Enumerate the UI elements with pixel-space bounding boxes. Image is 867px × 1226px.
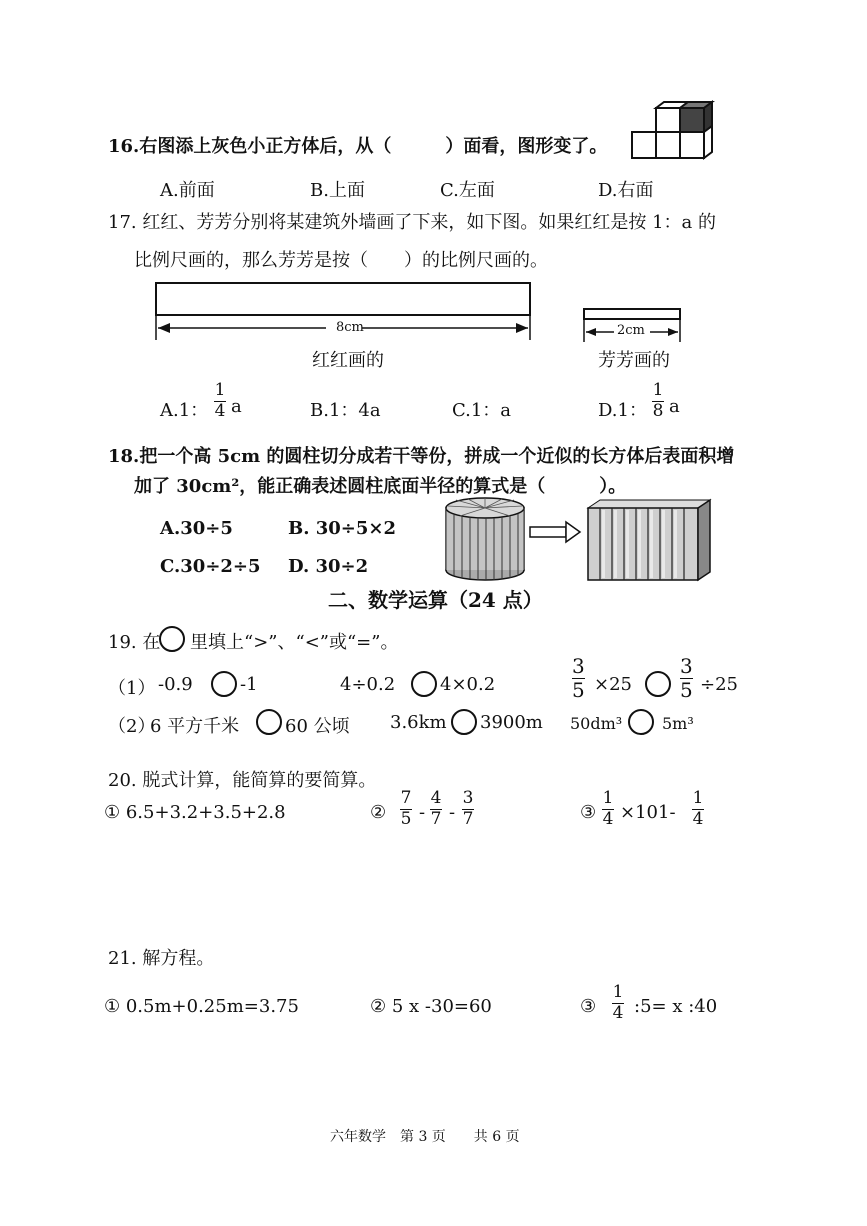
blank-circle-icon: [159, 626, 185, 652]
q19-row2-label: （2）: [108, 716, 156, 737]
fraction-numerator: 1: [602, 788, 614, 808]
q20-p3-fraction-1: [602, 790, 614, 829]
q21-stem: 21. 解方程。: [108, 948, 215, 969]
fraction-denominator: 4: [214, 400, 226, 421]
q19-r2b-right: 3900m: [480, 712, 543, 733]
q16-stem: 16.右图添上灰色小正方体后，从（ ）面看，图形变了。: [108, 136, 608, 157]
fraction-denominator: 4: [602, 808, 614, 829]
cylinder-to-cuboid-figure: [440, 494, 716, 586]
fraction-denominator: 5: [572, 678, 585, 702]
q19-r1c-right-op: ÷25: [700, 674, 738, 695]
fraction-denominator: 5: [680, 678, 693, 702]
q21-problem-3-mark: ③: [580, 996, 597, 1017]
q19-stem-prefix: 19. 在: [108, 632, 161, 653]
q19-r2a-right: 60 公顷: [285, 716, 350, 737]
q18-stem-line2: 加了 30cm²，能正确表述圆柱底面半径的算式是（ ）。: [134, 476, 627, 497]
compare-circle-input[interactable]: [411, 671, 437, 697]
compare-circle-input[interactable]: [645, 671, 671, 697]
fraction-denominator: 5: [400, 808, 412, 829]
fraction-numerator: 1: [652, 380, 664, 400]
q20-problem-3-mark: ③: [580, 802, 597, 823]
q19-r1a-right: -1: [240, 674, 258, 695]
q16-option-c: C.左面: [440, 180, 495, 201]
compare-circle-input[interactable]: [451, 709, 477, 735]
fraction-numerator: 7: [400, 788, 412, 808]
fraction-numerator: 3: [680, 654, 693, 678]
fraction-numerator: 1: [214, 380, 226, 400]
fraction-denominator: 4: [612, 1002, 624, 1023]
cube-figure: [630, 100, 714, 160]
q20-p2-fraction-1: [400, 790, 412, 829]
q19-r1b-left: 4÷0.2: [340, 674, 396, 695]
hong-label: 红红画的: [312, 350, 384, 371]
fraction-numerator: 3: [572, 654, 585, 678]
q18-stem-line1: 18.把一个高 5cm 的圆柱切分成若干等份，拼成一个近似的长方体后表面积增: [108, 446, 735, 467]
fraction-numerator: 1: [692, 788, 704, 808]
q19-stem-suffix: 里填上“>”、“<”或“=”。: [190, 632, 399, 653]
fraction-denominator: 4: [692, 808, 704, 829]
q20-p3-mid: ×101-: [620, 802, 676, 823]
q18-option-b: B. 30÷5×2: [288, 518, 397, 539]
q19-r2a-left: 6 平方千米: [150, 716, 240, 737]
q20-problem-1: ① 6.5+3.2+3.5+2.8: [104, 802, 286, 823]
q19-r2b-left: 3.6km: [390, 712, 447, 733]
q21-problem-1: ① 0.5m+0.25m=3.75: [104, 996, 299, 1017]
section-title: 二、数学运算（24 点）: [328, 588, 543, 612]
q19-r1c-left-op: ×25: [594, 674, 632, 695]
q20-p2-fraction-2: [430, 790, 442, 829]
q17-stem-line1: 17. 红红、芳芳分别将某建筑外墙画了下来，如下图。如果红红是按 1：a 的: [108, 212, 716, 233]
q18-option-a: A.30÷5: [160, 518, 233, 539]
fraction-numerator: 3: [462, 788, 474, 808]
q20-p2-fraction-3: [462, 790, 474, 829]
q17-option-a-suffix: a: [231, 396, 242, 417]
q17-option-d-fraction: [652, 382, 664, 421]
q21-p3-rest: :5= x :40: [634, 996, 718, 1017]
q16-option-a: A.前面: [160, 180, 215, 201]
fraction-denominator: 7: [462, 808, 474, 829]
q19-r2c-left: 50dm³: [570, 714, 623, 733]
q17-option-d-suffix: a: [669, 396, 680, 417]
q19-r1b-right: 4×0.2: [440, 674, 496, 695]
q16-option-d: D.右面: [598, 180, 654, 201]
q20-p2-op2: -: [449, 802, 456, 823]
q18-option-c: C.30÷2÷5: [160, 556, 261, 577]
q20-p3-fraction-2: [692, 790, 704, 829]
q19-r2c-right: 5m³: [662, 714, 694, 733]
q20-stem: 20. 脱式计算，能简算的要简算。: [108, 770, 377, 791]
fang-label: 芳芳画的: [598, 350, 670, 371]
fraction-denominator: 8: [652, 400, 664, 421]
fang-length: 2cm: [617, 323, 645, 338]
q16-option-b: B.上面: [310, 180, 365, 201]
q19-r1c-fraction-left: [572, 656, 585, 701]
q19-row1-label: （1）: [108, 678, 156, 699]
q20-problem-2-mark: ②: [370, 802, 387, 823]
fraction-denominator: 7: [430, 808, 442, 829]
q17-option-a-fraction: [214, 382, 226, 421]
q17-option-b: B.1：4a: [310, 400, 381, 421]
fraction-numerator: 4: [430, 788, 442, 808]
q21-problem-2: ② 5 x -30=60: [370, 996, 492, 1017]
compare-circle-input[interactable]: [211, 671, 237, 697]
hong-length: 8cm: [336, 320, 364, 335]
q20-p2-op1: -: [419, 802, 426, 823]
q17-option-c: C.1：a: [452, 400, 512, 421]
q17-option-d-prefix: D.1：: [598, 400, 647, 421]
q17-option-a-prefix: A.1：: [160, 400, 209, 421]
q21-p3-fraction: [612, 984, 624, 1023]
q17-stem-line2: 比例尺画的，那么芳芳是按（ ）的比例尺画的。: [134, 250, 548, 271]
q19-r1c-fraction-right: [680, 656, 693, 701]
compare-circle-input[interactable]: [628, 709, 654, 735]
page-footer: 六年数学 第 3 页 共 6 页: [330, 1129, 520, 1145]
q19-r1a-left: -0.9: [158, 674, 193, 695]
fraction-numerator: 1: [612, 982, 624, 1002]
q18-option-d: D. 30÷2: [288, 556, 369, 577]
compare-circle-input[interactable]: [256, 709, 282, 735]
